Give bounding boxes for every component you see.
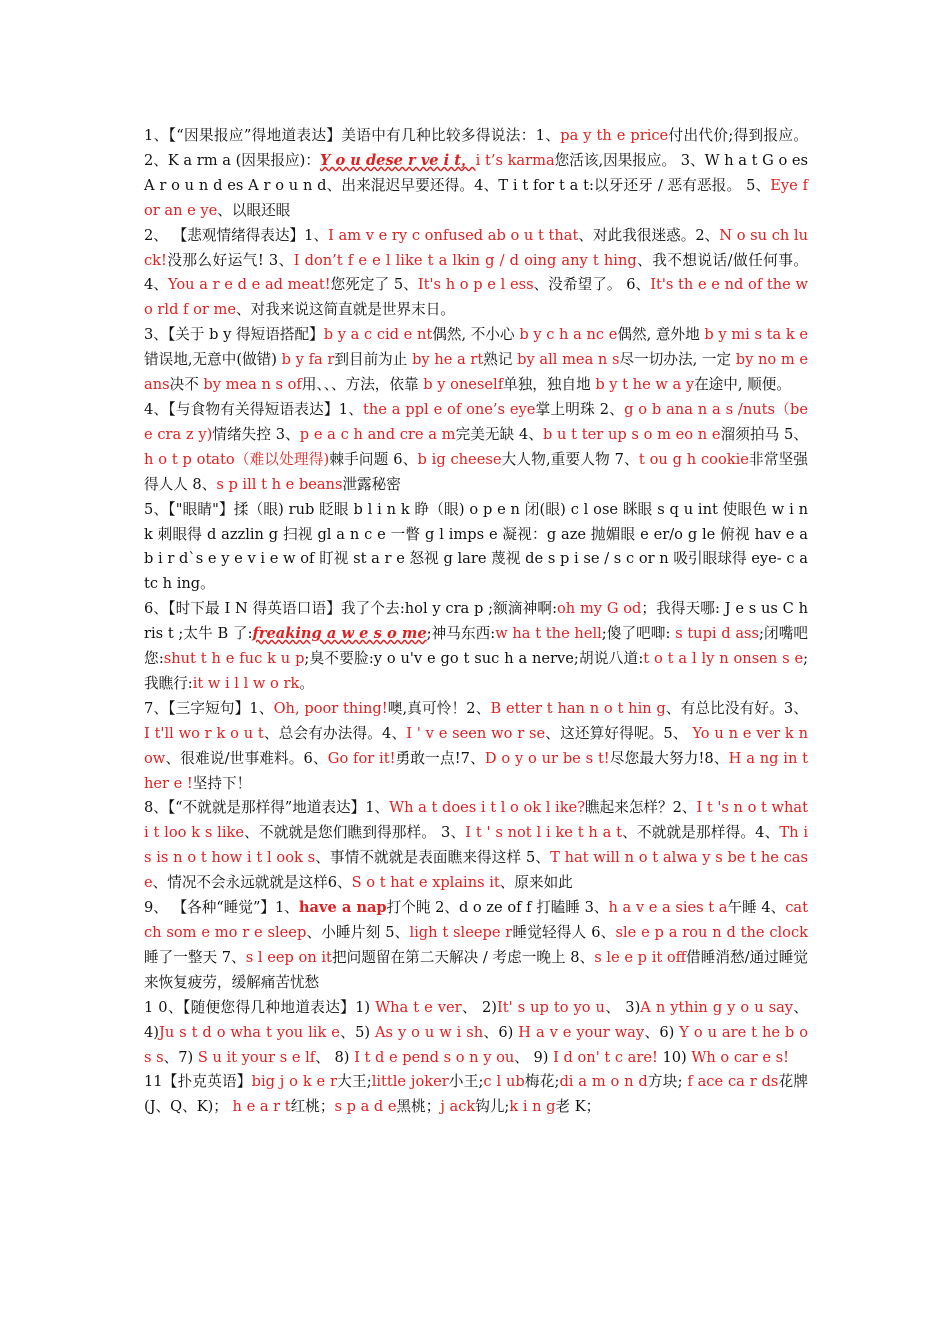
highlighted-phrase: it w i l l w o rk (192, 674, 300, 692)
highlighted-phrase: Ju s t d o wha t you lik e (158, 1023, 340, 1041)
highlighted-phrase: You a r e d e ad meat! (167, 276, 331, 294)
text-run: ；我得天哪: J e s us C hris t ;太牛 B 了: (144, 600, 808, 643)
text-run: 午睡 4、 (727, 899, 786, 917)
text-run: 熟记 (483, 351, 518, 369)
highlighted-phrase: h e a r t (232, 1098, 291, 1116)
highlighted-phrase: oh my G od (557, 600, 642, 618)
highlighted-phrase: pa y th e price (560, 127, 669, 144)
highlighted-phrase: Y o u dese r ve i t， (319, 151, 476, 169)
highlighted-phrase: h a v e a sies t a (608, 899, 728, 917)
text-run: 、这还算好得呢。5、 (545, 724, 693, 742)
text-run: 黑桃； (396, 1098, 441, 1116)
highlighted-phrase: It's th e e nd of the w o rld f or me (144, 276, 808, 319)
text-run: 、6) (483, 1023, 519, 1041)
text-run: 瞧起来怎样？2、 (585, 799, 697, 817)
highlighted-phrase: t o t a l ly n onsen s e (643, 650, 804, 668)
text-run: 睡了一整天 7、 (144, 948, 246, 966)
text-run: ;闭嘴吧您: (144, 625, 808, 668)
text-run: 决不 (169, 376, 204, 394)
text-run: 5、【"眼睛"】揉（眼) rub 眨眼 b l i n k 睁（眼) o p e n 闭(眼) c l ose 眯眼 s q u int 使眼色 w i nk 刺眼得 d azzlin g 扫视 gl a n c e 一瞥 g l imps e 凝视：g aze 抛媚眼 e er/o g le 俯视 hav e a b i r d`s e y e v i e w of 盯视 st a r e 怒视 g lare 蔑视 de s p i se / s c or n 吸引眼球得 eye- c atc h ing。 (144, 500, 808, 593)
text-run: 付出代价;得到报应。 2、K a rm a (因果报应)： (144, 127, 808, 169)
highlighted-phrase: I don’t f e e l like t a lkin g / d oing any t hing (293, 251, 637, 269)
highlighted-phrase: I t 's n o t what i t loo k s like (144, 799, 808, 842)
highlighted-phrase: Th i s is n o t how i t l ook s (144, 824, 808, 867)
text-run: 没那么好运气! 3、 (166, 251, 294, 269)
highlighted-phrase: b y t he w a y (595, 376, 695, 394)
highlighted-phrase: i t’s karma (475, 151, 555, 169)
text-run: 小王; (448, 1073, 484, 1091)
text-run: 坚持下！ (192, 774, 252, 792)
paragraph-1 (144, 124, 808, 224)
text-run: 、 8) (315, 1048, 355, 1066)
text-run: 、5) (339, 1023, 375, 1041)
text-run: 方块; (647, 1073, 688, 1091)
text-run: 偶然, 意外地 (617, 326, 705, 344)
highlighted-phrase: by he a rt (412, 351, 484, 369)
highlighted-phrase: I t d e pend s o n y ou (354, 1048, 515, 1066)
highlighted-phrase: Oh, poor thing! (273, 699, 388, 717)
highlighted-phrase: b y a c cid e nt (323, 326, 433, 344)
text-run: ;臭不要脸:y o u'v e go t suc h a nerve;胡说八道: (304, 650, 644, 668)
highlighted-phrase: H a ng in t her e ! (144, 749, 809, 792)
text-run: 单独，独自地 (503, 376, 596, 394)
highlighted-phrase: Wh a t does i t l o ok l ike? (389, 799, 586, 817)
text-run: 噢,真可怜！2、 (387, 699, 491, 717)
highlighted-phrase: S u it your s e lf (197, 1048, 316, 1066)
highlighted-phrase: T hat will n o t alwa y s be t he case (144, 849, 808, 892)
text-run: 尽一切办法, 一定 (619, 351, 736, 369)
text-run: 、没希望了。 6、 (533, 276, 651, 294)
highlighted-phrase: It's h o p e l ess (417, 276, 534, 294)
highlighted-phrase: the a ppl e of one’s eye (363, 400, 536, 418)
highlighted-phrase: I t ' s not l i ke t h a t (465, 824, 623, 842)
highlighted-phrase: b y fa r (281, 351, 335, 369)
text-run: 。 (299, 674, 314, 692)
highlighted-phrase: catch som e mo r e sleep (144, 899, 808, 941)
paragraph-11 (144, 1070, 808, 1120)
paragraph-8 (144, 796, 808, 896)
text-run: 偶然, 不小心 (432, 326, 520, 344)
highlighted-phrase: c l ub (483, 1073, 525, 1091)
highlighted-phrase: f ace ca r ds (687, 1073, 779, 1091)
paragraph-2 (144, 224, 808, 324)
highlighted-phrase: Yo u n e ver k now (144, 724, 808, 767)
highlighted-phrase: t ou g h cookie (638, 450, 749, 468)
highlighted-phrase: sle e p a rou n d the clock (615, 924, 808, 941)
text-run: 1 0、【随便您得几种地道表达】1) (144, 998, 376, 1016)
text-run: 、 2) (461, 998, 497, 1016)
highlighted-phrase: D o y o ur be s t! (484, 749, 610, 767)
highlighted-phrase: ligh t sleepe r (409, 924, 513, 941)
highlighted-phrase: I t'll wo r k o u t (144, 724, 264, 742)
highlighted-phrase: b u t ter up s o m eo n e (543, 425, 721, 443)
text-run: 用、、、方法，依靠 (301, 376, 424, 394)
text-run: 花牌(J、Q、K)； (144, 1073, 808, 1116)
paragraph-10 (144, 996, 808, 1071)
paragraph-5 (144, 498, 808, 598)
highlighted-phrase: b y c h a nc e (519, 326, 618, 344)
text-run: 、小睡片刻 5、 (306, 924, 410, 941)
highlighted-phrase: Wha t e ver (375, 998, 462, 1016)
highlighted-phrase: N o su ch luck! (144, 226, 809, 269)
highlighted-phrase: I am v e ry c onfused ab o u t that (328, 226, 579, 244)
highlighted-phrase: g o b ana n a s /nuts（bee cra z y) (144, 400, 808, 443)
text-run: 、 3) (604, 998, 641, 1016)
text-run: 掌上明珠 2、 (535, 400, 625, 418)
paragraph-6 (144, 597, 808, 697)
highlighted-phrase: Y o u are t he b o s s (144, 1023, 809, 1066)
text-run: 7、【三字短句】1、 (144, 699, 274, 717)
text-run: 老 K； (555, 1098, 601, 1116)
text-run: 红桃； (290, 1098, 335, 1116)
highlighted-phrase: s p ill t h e beans (216, 475, 343, 493)
highlighted-phrase: I d on' t c are! (553, 1048, 658, 1066)
text-run: 非常坚强得人人 8、 (144, 450, 808, 493)
highlighted-phrase: by mea n s of (203, 376, 302, 394)
text-run: 、总会有办法得。4、 (263, 724, 407, 742)
text-run: 棘手问题 6、 (329, 450, 418, 468)
highlighted-phrase: As y o u w i sh (375, 1023, 484, 1041)
text-run: 、原来如此 (499, 874, 573, 892)
highlighted-phrase: B etter t han n o t hin g (490, 699, 666, 717)
highlighted-phrase: s le e p it off (594, 948, 687, 966)
paragraph-7 (144, 697, 808, 797)
text-run: 10) (657, 1048, 692, 1066)
highlighted-phrase: S o t hat e xplains it (351, 874, 500, 892)
text-run: 11【扑克英语】 (144, 1073, 252, 1091)
text-run: 您活该,因果报应。 3、W h a t G o es A r o u n d es A r o u n d、出来混迟早要还得。4、T i t for t a t:以牙还牙 / 恶有恶报。 5、 (144, 151, 808, 194)
highlighted-phrase: by no m e ans (144, 351, 809, 394)
text-run: 错误地,无意中(做错) (144, 351, 282, 369)
highlighted-phrase: big j o k e r (251, 1073, 337, 1091)
text-run: 、我不想说话/做任何事。4、 (144, 251, 808, 294)
text-run: 勇敢一点!7、 (395, 749, 485, 767)
text-run: 完美无缺 4、 (455, 425, 543, 443)
paragraph-3 (144, 323, 808, 398)
text-run: 8、【“不就就是那样得”地道表达】1、 (144, 799, 390, 817)
text-run: 、 9) (514, 1048, 554, 1066)
highlighted-phrase: b y oneself (423, 376, 504, 394)
paragraph-9 (144, 896, 808, 996)
text-run: 2、 【悲观情绪得表达】1、 (144, 226, 329, 244)
text-run: 1、【“因果报应”得地道表达】美语中有几种比较多得说法：1、 (144, 127, 561, 144)
highlighted-phrase: I ' v e seen wo r se (406, 724, 546, 742)
highlighted-phrase: k i n g (509, 1098, 556, 1116)
highlighted-phrase: s tupi d ass (675, 625, 760, 643)
text-run: 梅花; (524, 1073, 560, 1091)
text-run: 、对此我很迷惑。2、 (578, 226, 720, 244)
highlighted-phrase: Wh o car e s! (691, 1048, 789, 1066)
highlighted-phrase: p e a c h and cre a m (299, 425, 456, 443)
highlighted-phrase: shut t h e fuc k u p (163, 650, 305, 668)
highlighted-phrase: A n ythin g y o u say (640, 998, 794, 1016)
text-run: 泄露秘密 (342, 475, 401, 493)
highlighted-phrase: s p a d e (334, 1098, 397, 1116)
text-run: 把问题留在第二天解决 / 考虑一晚上 8、 (331, 948, 595, 966)
text-run: 尽您最大努力!8、 (609, 749, 729, 767)
highlighted-phrase: Go for it! (327, 749, 396, 767)
highlighted-phrase: di a m o n d (559, 1073, 648, 1091)
highlighted-phrase: h o t p otato（难以处理得) (144, 450, 330, 468)
text-run: ;我瞧行: (144, 650, 809, 692)
text-run: 、6) (644, 1023, 680, 1041)
text-run: 、事情不就就是表面瞧来得这样 5、 (315, 849, 551, 867)
text-run: 、以眼还眼 (217, 201, 291, 219)
text-run: 打个盹 2、d o ze of f 打瞌睡 3、 (386, 899, 609, 917)
text-run: 、很难说/世事难料。6、 (165, 749, 328, 767)
highlighted-phrase: little joker (371, 1073, 449, 1091)
text-run: 、不就就是您们瞧到得那样。 3、 (244, 824, 466, 842)
text-run: 3、【关于 b y 得短语搭配】 (144, 326, 324, 344)
text-run: 、4) (144, 998, 809, 1041)
text-run: 钩儿; (475, 1098, 510, 1116)
text-run: 大人物,重要人物 7、 (501, 450, 639, 468)
highlighted-phrase: It' s up to yo u (496, 998, 605, 1016)
text-run: 、有总比没有好。3、 (665, 699, 808, 717)
text-run: 大王; (336, 1073, 372, 1091)
text-run: 睡觉轻得人 6、 (512, 924, 616, 941)
text-run: ;傻了吧唧: (601, 625, 676, 643)
text-run: 9、 【各种“睡觉”】1、 (144, 899, 299, 917)
highlighted-phrase: freaking a w e s o me (252, 625, 427, 643)
highlighted-phrase: Eye f or an e ye (144, 176, 808, 219)
text-run: 、不就就是那样得。4、 (622, 824, 780, 842)
document-body (144, 124, 808, 1120)
highlighted-phrase: by all mea n s (517, 351, 620, 369)
text-run: ;神马东西: (426, 625, 496, 643)
text-run: 、7) (163, 1048, 198, 1066)
paragraph-4 (144, 398, 808, 498)
text-run: 借睡消愁/通过睡觉来恢复疲劳，缓解痛苦忧愁 (144, 948, 809, 991)
text-run: 、情况不会永远就就是这样6、 (152, 874, 352, 892)
highlighted-phrase: b ig cheese (417, 450, 502, 468)
text-run: 您死定了 5、 (330, 276, 418, 294)
text-run: 4、【与食物有关得短语表达】1、 (144, 400, 364, 418)
text-run: 溜须拍马 5、 (720, 425, 808, 443)
highlighted-phrase: b y mi s ta k e (704, 326, 808, 344)
highlighted-phrase: w ha t the hell (495, 625, 602, 643)
text-run: 到目前为止 (334, 351, 413, 369)
highlighted-phrase: have a nap (298, 899, 387, 917)
text-run: 、对我来说这简直就是世界末日。 (235, 301, 455, 319)
highlighted-phrase: s l eep on it (245, 948, 332, 966)
highlighted-phrase: H a v e your way (518, 1023, 645, 1041)
highlighted-phrase: j ack (440, 1098, 476, 1116)
text-run: 6、【时下最 I N 得英语口语】我了个去:hol y cra p ;额滴神啊: (144, 600, 558, 618)
text-run: 在途中, 顺便。 (694, 376, 791, 394)
text-run: 情绪失控 3、 (212, 425, 300, 443)
